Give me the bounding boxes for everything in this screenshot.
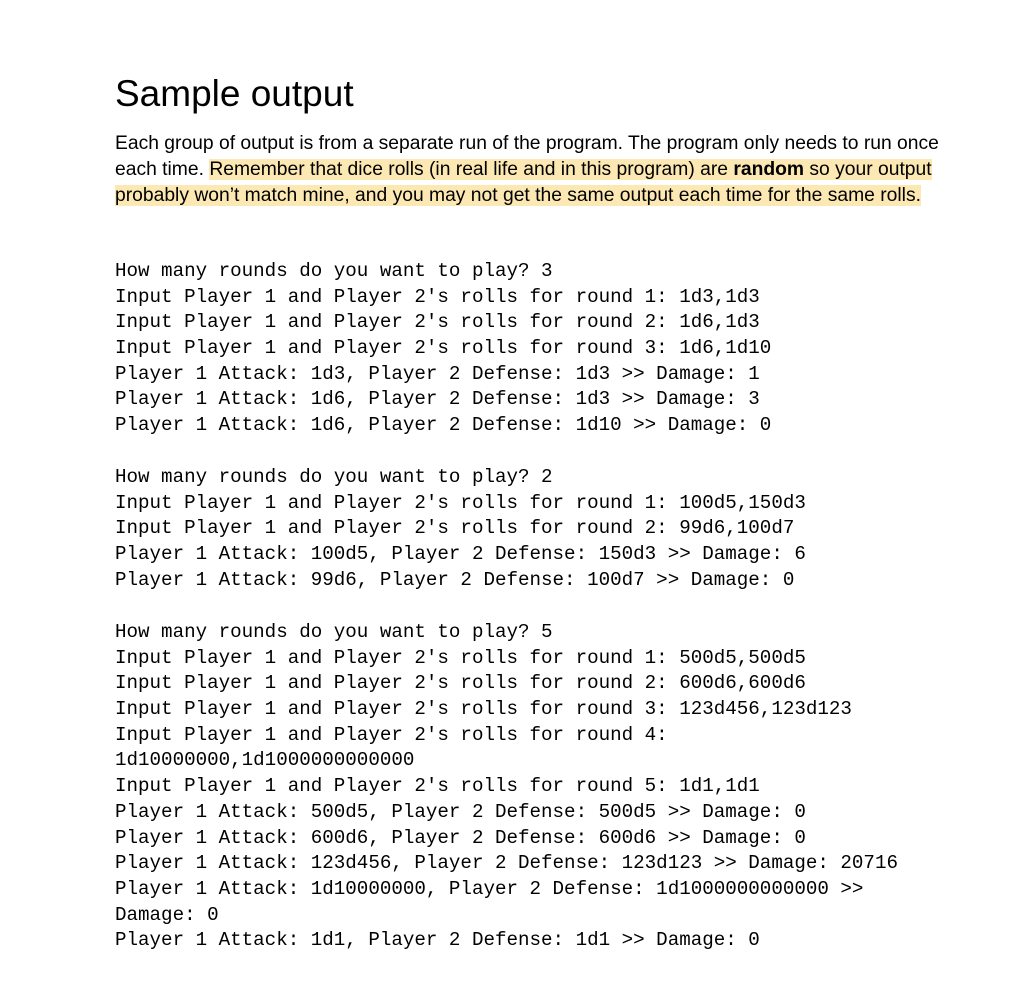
output-line: How many rounds do you want to play? 2 xyxy=(115,466,553,488)
output-line: Input Player 1 and Player 2's rolls for round 2: 600d6,600d6 xyxy=(115,672,806,695)
sample-run-2 xyxy=(115,465,945,593)
note-text-after: so your output probably won’t match mine, and you may not get the same output each time for the same rolls. xyxy=(115,159,932,206)
sample-run-1 xyxy=(115,259,945,439)
intro-paragraph xyxy=(115,131,945,209)
output-line: Player 1 Attack: 1d6, Player 2 Defense: 1d3 >> Damage: 3 xyxy=(115,388,760,411)
output-line: Damage: 0 xyxy=(115,903,219,926)
output-line: Input Player 1 and Player 2's rolls for round 5: 1d1,1d1 xyxy=(115,775,760,798)
output-line: Player 1 Attack: 600d6, Player 2 Defense: 600d6 >> Damage: 0 xyxy=(115,826,806,849)
output-line: 1d10000000,1d1000000000000 xyxy=(115,749,415,772)
output-line: Player 1 Attack: 500d5, Player 2 Defense: 500d5 >> Damage: 0 xyxy=(115,800,806,823)
sample-run-3 xyxy=(115,620,945,954)
page-title: Sample output xyxy=(115,73,354,114)
output-line: Player 1 Attack: 123d456, Player 2 Defense: 123d123 >> Damage: 20716 xyxy=(115,852,898,875)
output-line: Input Player 1 and Player 2's rolls for round 3: 1d6,1d10 xyxy=(115,337,772,360)
output-line: Input Player 1 and Player 2's rolls for round 1: 100d5,150d3 xyxy=(115,491,806,514)
output-line: Player 1 Attack: 1d6, Player 2 Defense: 1d10 >> Damage: 0 xyxy=(115,414,772,437)
output-line: Player 1 Attack: 99d6, Player 2 Defense: 100d7 >> Damage: 0 xyxy=(115,568,795,591)
output-line: Player 1 Attack: 1d10000000, Player 2 Defense: 1d1000000000000 >> xyxy=(115,877,864,900)
output-line: How many rounds do you want to play? 5 xyxy=(115,621,553,643)
note-text-before: Remember that dice rolls (in real life and in this program) are xyxy=(209,159,734,180)
intro-text: Each group of output is from a separate run of the program. The program only needs to run once each time. xyxy=(115,133,939,180)
output-line: Input Player 1 and Player 2's rolls for round 3: 123d456,123d123 xyxy=(115,698,852,721)
output-line: Player 1 Attack: 1d1, Player 2 Defense: 1d1 >> Damage: 0 xyxy=(115,929,760,952)
highlighted-note xyxy=(115,159,932,206)
output-line: Input Player 1 and Player 2's rolls for round 4: xyxy=(115,723,668,746)
output-line: Player 1 Attack: 1d3, Player 2 Defense: 1d3 >> Damage: 1 xyxy=(115,362,760,385)
output-line: Input Player 1 and Player 2's rolls for round 2: 99d6,100d7 xyxy=(115,517,795,540)
output-line: Input Player 1 and Player 2's rolls for round 2: 1d6,1d3 xyxy=(115,311,760,334)
output-line: Player 1 Attack: 100d5, Player 2 Defense: 150d3 >> Damage: 6 xyxy=(115,543,806,566)
output-line: How many rounds do you want to play? 3 xyxy=(115,260,553,282)
output-line: Input Player 1 and Player 2's rolls for round 1: 1d3,1d3 xyxy=(115,285,760,308)
output-line: Input Player 1 and Player 2's rolls for round 1: 500d5,500d5 xyxy=(115,646,806,669)
note-bold-word: random xyxy=(733,159,805,180)
